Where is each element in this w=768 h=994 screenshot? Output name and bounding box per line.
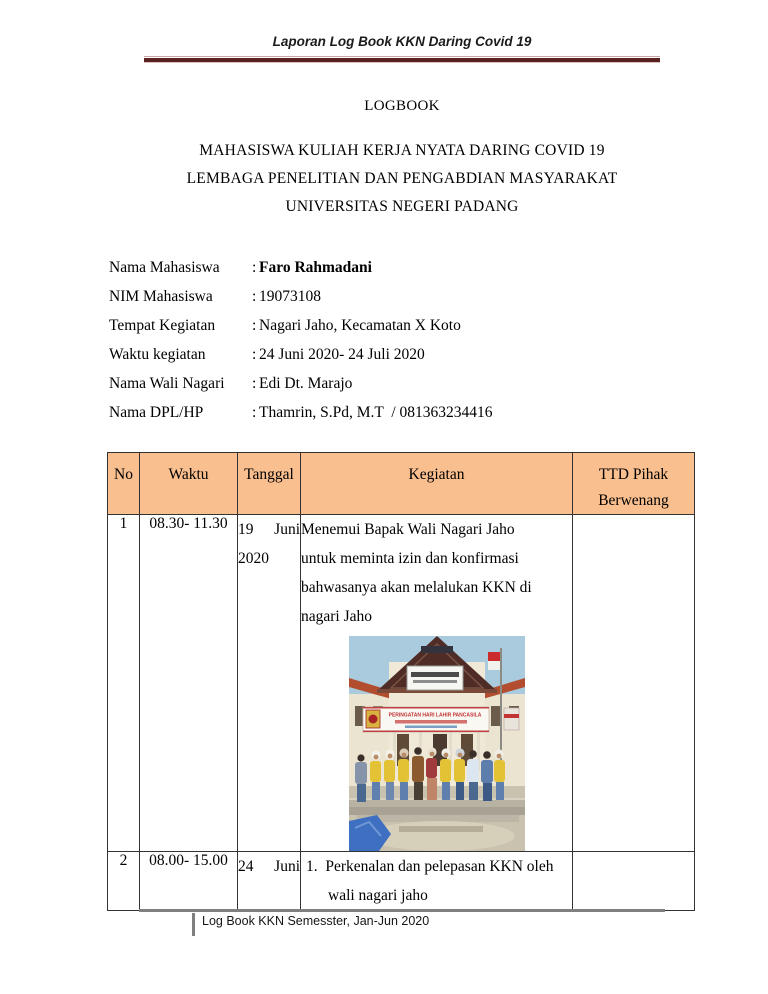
info-separator: : bbox=[252, 317, 257, 334]
info-separator: : bbox=[252, 259, 257, 276]
cell-waktu: 08.00- 15.00 bbox=[140, 852, 238, 911]
title-line-3: UNIVERSITAS NEGERI PADANG bbox=[285, 198, 519, 215]
tanggal-line-1 bbox=[238, 852, 300, 881]
cell-no: 1 bbox=[108, 515, 140, 852]
info-label: Nama DPL/HP bbox=[109, 404, 204, 421]
info-value-nim: 19073108 bbox=[259, 288, 321, 305]
title-line-2: LEMBAGA PENELITIAN DAN PENGABDIAN MASYARAKAT bbox=[186, 170, 618, 187]
col-header-no: No bbox=[108, 453, 140, 515]
kegiatan-text-line: 1. Perkenalan dan pelepasan KKN oleh bbox=[306, 858, 554, 875]
col-header-tanggal: Tanggal bbox=[238, 453, 301, 515]
info-value-wali: Edi Dt. Marajo bbox=[259, 375, 353, 392]
info-row-tempat bbox=[109, 317, 589, 346]
table-row bbox=[108, 852, 695, 911]
info-separator: : bbox=[252, 288, 257, 305]
kegiatan-text-line: untuk meminta izin dan konfirmasi bbox=[301, 550, 519, 567]
info-row-dpl bbox=[109, 404, 589, 433]
title-line-1: MAHASISWA KULIAH KERJA NYATA DARING COVID 19 bbox=[199, 142, 605, 159]
table-row bbox=[108, 515, 695, 852]
info-value-waktu: 24 Juni 2020- 24 Juli 2020 bbox=[259, 346, 425, 363]
logbook-table bbox=[107, 452, 695, 911]
info-separator: : bbox=[252, 404, 257, 421]
col-header-waktu: Waktu bbox=[140, 453, 238, 515]
info-label: Nama Wali Nagari bbox=[109, 375, 225, 392]
header-rule bbox=[144, 56, 660, 63]
info-row-nim bbox=[109, 288, 589, 317]
activity-photo bbox=[349, 636, 525, 851]
info-row-nama bbox=[109, 259, 589, 288]
cell-ttd bbox=[573, 852, 695, 911]
cell-tanggal bbox=[238, 515, 301, 852]
title-block bbox=[104, 137, 700, 221]
activity-photo-graphic bbox=[349, 636, 525, 851]
pancasila-banner bbox=[363, 707, 489, 732]
tanggal-month: Juni bbox=[274, 521, 300, 538]
cell-kegiatan bbox=[301, 515, 573, 852]
running-header-title: Laporan Log Book KKN Daring Covid 19 bbox=[272, 34, 532, 49]
info-value-dpl: Thamrin, S.Pd, M.T / 081363234416 bbox=[259, 404, 493, 421]
tanggal-year: 2020 bbox=[238, 550, 269, 567]
footer-rule bbox=[139, 909, 665, 912]
info-separator: : bbox=[252, 346, 257, 363]
tanggal-line-1 bbox=[238, 515, 300, 544]
banner-text: PERINGATAN HARI LAHIR PANCASILA bbox=[388, 712, 481, 719]
info-label: Tempat Kegiatan bbox=[109, 317, 216, 334]
info-row-wali bbox=[109, 375, 589, 404]
kegiatan-text-line: bahwasanya akan melalukan KKN di bbox=[301, 579, 532, 596]
info-value-nama: Faro Rahmadani bbox=[259, 259, 372, 276]
kegiatan-text-line: wali nagari jaho bbox=[328, 887, 428, 904]
student-info-block bbox=[109, 259, 589, 433]
info-row-waktu bbox=[109, 346, 589, 375]
tanggal-day: 19 bbox=[238, 521, 254, 538]
cell-no: 2 bbox=[108, 852, 140, 911]
cell-tanggal bbox=[238, 852, 301, 911]
kegiatan-text-line: Menemui Bapak Wali Nagari Jaho bbox=[301, 521, 515, 538]
col-header-ttd: TTD Pihak Berwenang bbox=[573, 453, 695, 515]
page-title: LOGBOOK bbox=[364, 98, 440, 114]
tanggal-month: Juni bbox=[274, 858, 300, 875]
running-footer-text: Log Book KKN Semesster, Jan-Jun 2020 bbox=[202, 914, 430, 928]
info-label: Waktu kegiatan bbox=[109, 346, 206, 363]
cell-waktu: 08.30- 11.30 bbox=[140, 515, 238, 852]
info-label: NIM Mahasiswa bbox=[109, 288, 213, 305]
footer-divider-bar bbox=[192, 913, 195, 936]
info-separator: : bbox=[252, 375, 257, 392]
tanggal-day: 24 bbox=[238, 858, 254, 875]
info-value-tempat: Nagari Jaho, Kecamatan X Koto bbox=[259, 317, 461, 334]
info-label: Nama Mahasiswa bbox=[109, 259, 220, 276]
cell-ttd bbox=[573, 515, 695, 852]
kegiatan-text-line: nagari Jaho bbox=[301, 608, 373, 625]
table-header-row bbox=[108, 453, 695, 515]
col-header-kegiatan: Kegiatan bbox=[301, 453, 573, 515]
cell-kegiatan bbox=[301, 852, 573, 911]
